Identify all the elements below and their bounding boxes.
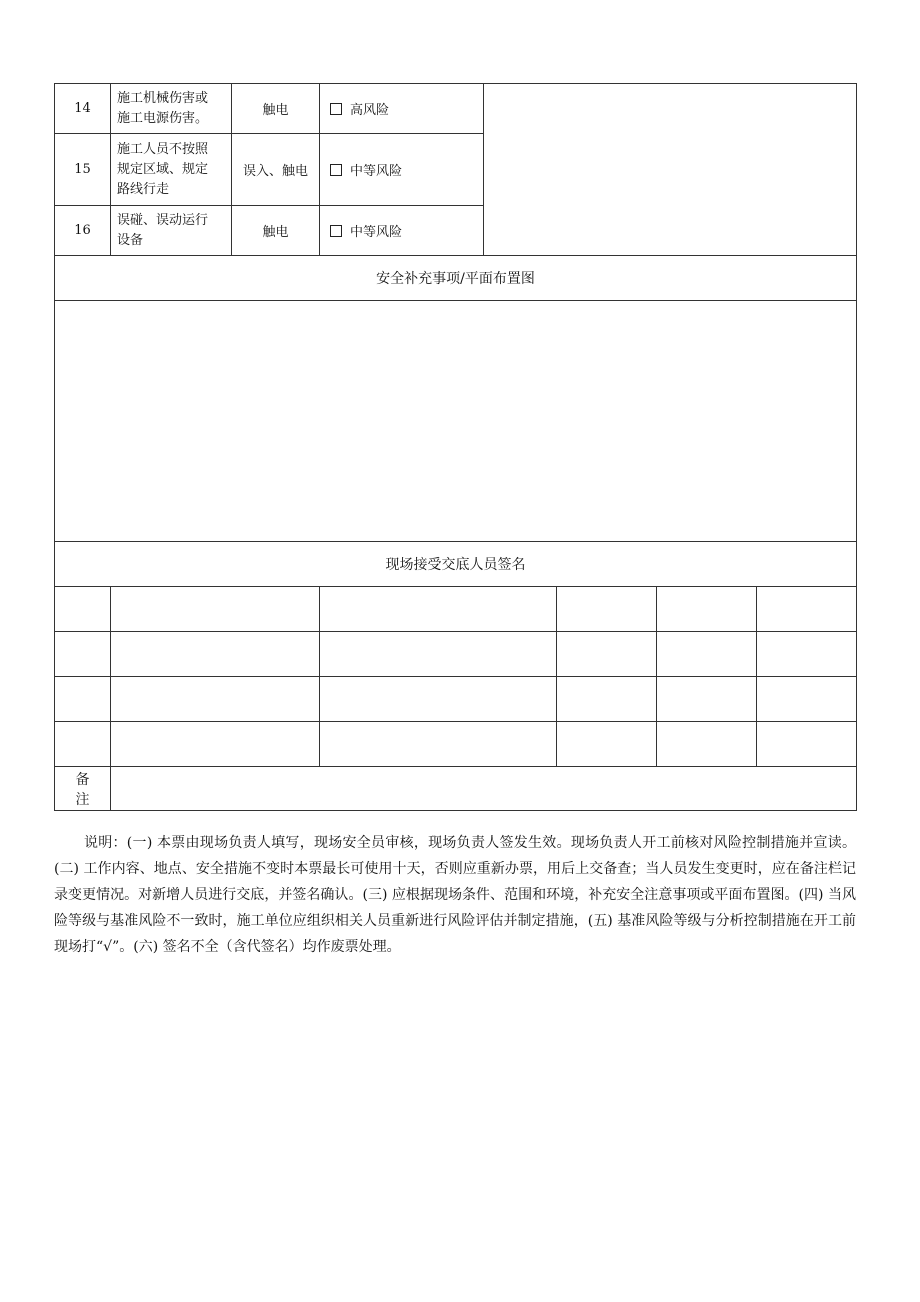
checkbox-icon[interactable] <box>330 164 342 176</box>
remark-row <box>55 767 857 811</box>
risk-cause: 触电 <box>232 206 320 256</box>
signature-cell[interactable] <box>557 632 657 677</box>
signature-cell[interactable] <box>757 632 857 677</box>
supplement-area[interactable] <box>55 301 857 542</box>
signature-cell[interactable] <box>757 587 857 632</box>
checkbox-icon[interactable] <box>330 103 342 115</box>
signature-cell[interactable] <box>320 587 557 632</box>
risk-row <box>55 84 857 134</box>
hazard-line: 施工人员不按照 <box>117 141 209 157</box>
signature-row <box>55 632 857 677</box>
risk-level-label: 中等风险 <box>350 225 403 240</box>
risk-level <box>320 206 484 256</box>
row-number: 16 <box>55 206 111 256</box>
supplement-header: 安全补充事项/平面布置图 <box>55 256 857 301</box>
risk-level-label: 中等风险 <box>350 164 403 179</box>
signature-row <box>55 587 857 632</box>
signature-header-row <box>55 542 857 587</box>
signature-cell[interactable] <box>111 587 320 632</box>
instructions-note: 说明：(一) 本票由现场负责人填写，现场安全员审核，现场负责人签发生效。现场负责人开工前核对风险控制措施并宣读。(二) 工作内容、地点、安全措施不变时本票最长可使用十天，否则应重新办票，用后上交备查；当人员发生变更时，应在备注栏记录变更情况。对新增人员进行交底，并签名确认。(三) 应根据现场条件、范围和环境，补充安全注意事项或平面布置图。(四) 当风险等级与基准风险不一致时，施工单位应组织相关人员重新进行风险评估并制定措施，(五) 基准风险等级与分析控制措施在开工前现场打“√”。(六) 签名不全（含代签名）均作废票处理。 <box>54 835 856 955</box>
signature-cell[interactable] <box>320 677 557 722</box>
signature-cell[interactable] <box>657 677 757 722</box>
signature-header: 现场接受交底人员签名 <box>55 542 857 587</box>
hazard-description <box>111 206 232 256</box>
hazard-line: 误碰、误动运行 <box>117 212 209 228</box>
hazard-line: 设备 <box>117 232 144 248</box>
safety-ticket-table <box>54 83 857 811</box>
risk-level <box>320 84 484 134</box>
supplement-area-row <box>55 301 857 542</box>
remark-label: 备注 <box>55 767 111 811</box>
safety-ticket-sheet <box>54 83 856 811</box>
signature-cell[interactable] <box>657 587 757 632</box>
hazard-line: 施工机械伤害或 <box>117 90 209 106</box>
control-measures-cell[interactable] <box>484 84 857 256</box>
row-number: 15 <box>55 134 111 206</box>
signature-cell[interactable] <box>557 722 657 767</box>
signature-cell[interactable] <box>320 632 557 677</box>
signature-cell[interactable] <box>557 587 657 632</box>
risk-cause: 误入、触电 <box>232 134 320 206</box>
supplement-header-row <box>55 256 857 301</box>
signature-row <box>55 677 857 722</box>
signature-cell[interactable] <box>757 722 857 767</box>
hazard-description <box>111 134 232 206</box>
hazard-line: 路线行走 <box>117 181 170 197</box>
remark-field[interactable] <box>111 767 857 811</box>
checkbox-icon[interactable] <box>330 225 342 237</box>
signature-cell[interactable] <box>657 632 757 677</box>
hazard-line: 施工电源伤害。 <box>117 110 209 126</box>
signature-cell[interactable] <box>657 722 757 767</box>
hazard-line: 规定区域、规定 <box>117 161 209 177</box>
signature-cell[interactable] <box>557 677 657 722</box>
signature-cell[interactable] <box>320 722 557 767</box>
signature-cell[interactable] <box>111 722 320 767</box>
risk-cause: 触电 <box>232 84 320 134</box>
signature-cell[interactable] <box>55 632 111 677</box>
risk-level <box>320 134 484 206</box>
signature-cell[interactable] <box>55 587 111 632</box>
signature-cell[interactable] <box>111 632 320 677</box>
signature-cell[interactable] <box>55 722 111 767</box>
signature-cell[interactable] <box>111 677 320 722</box>
signature-cell[interactable] <box>55 677 111 722</box>
risk-level-label: 高风险 <box>350 103 390 118</box>
signature-cell[interactable] <box>757 677 857 722</box>
row-number: 14 <box>55 84 111 134</box>
hazard-description <box>111 84 232 134</box>
signature-row <box>55 722 857 767</box>
